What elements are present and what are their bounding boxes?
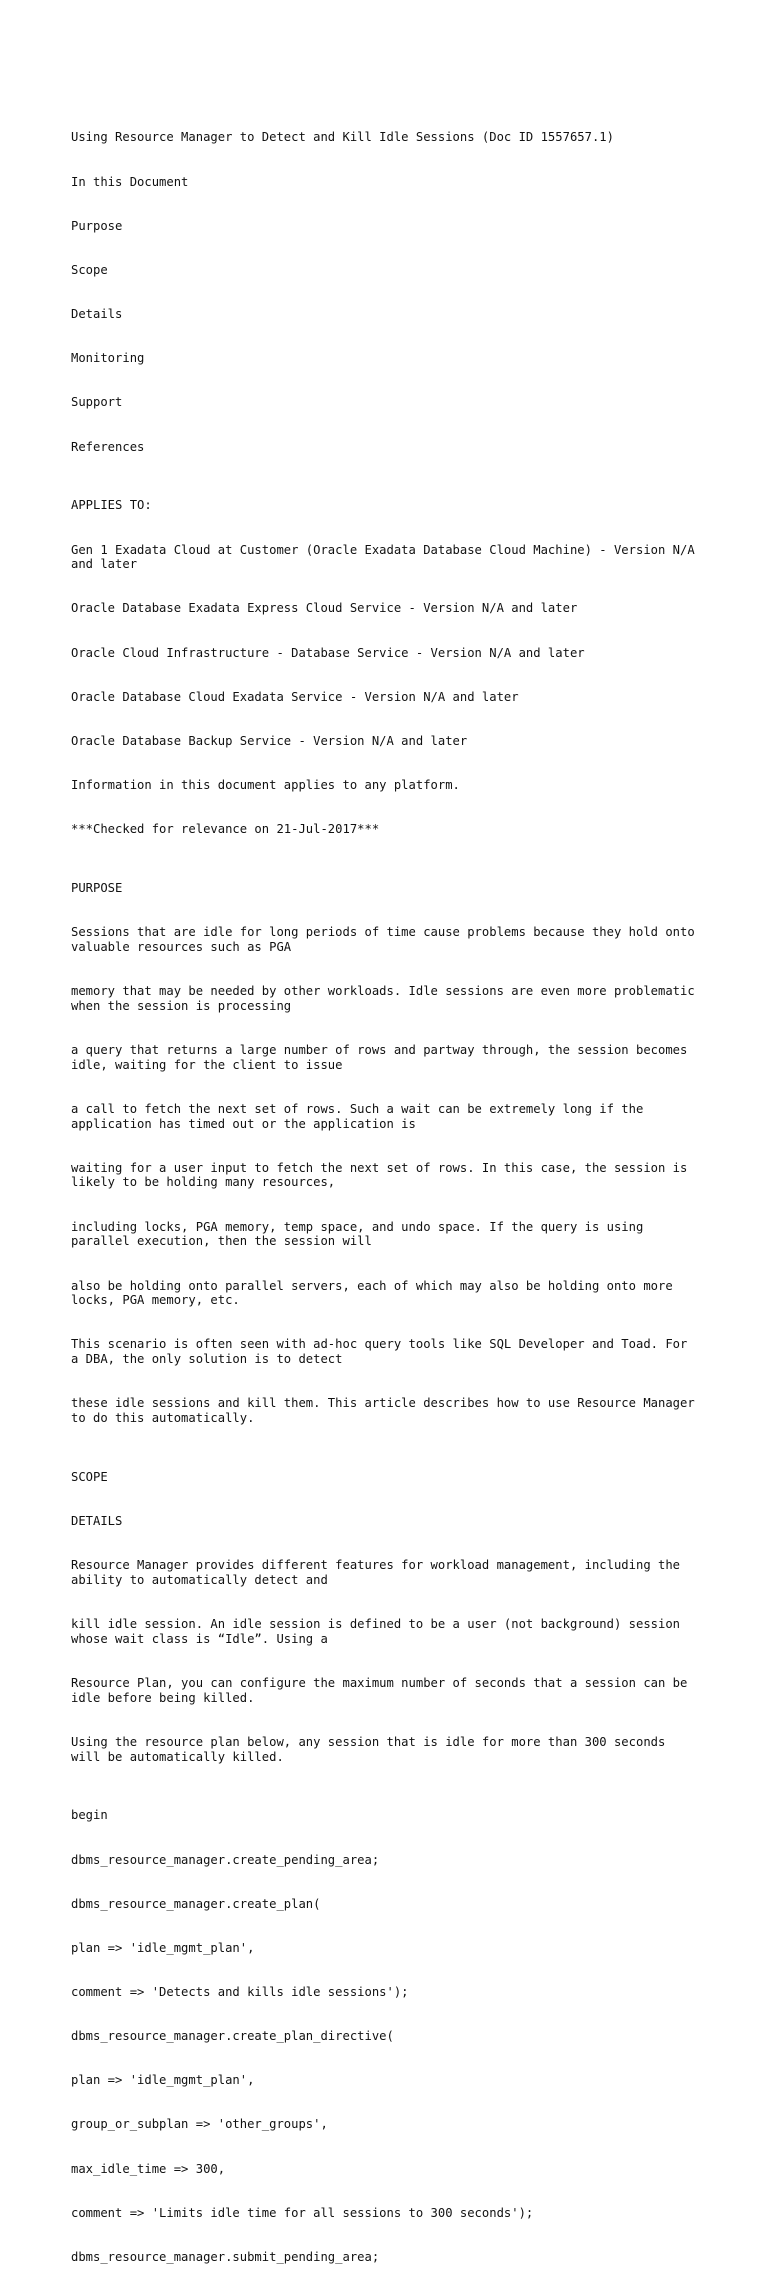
details-paragraph-line: Using the resource plan below, any session that is idle for more than 300 seconds will be automatically killed. bbox=[71, 1734, 673, 1764]
code-line: dbms_resource_manager.submit_pending_area; bbox=[71, 2249, 380, 2264]
applies-item: Oracle Cloud Infrastructure - Database Service - Version N/A and later bbox=[71, 645, 585, 660]
code-line: group_or_subplan => 'other_groups', bbox=[71, 2117, 328, 2132]
purpose-paragraph-line: also be holding onto parallel servers, each of which may also be holding onto more locks, PGA memory, etc. bbox=[71, 1278, 681, 1308]
toc-item-details: Details bbox=[71, 307, 123, 322]
toc-item-support: Support bbox=[71, 395, 123, 410]
code-line: comment => 'Detects and kills idle sessions'); bbox=[71, 1985, 409, 1999]
code-line: dbms_resource_manager.create_plan( bbox=[71, 1896, 321, 1911]
code-line: comment => 'Limits idle time for all sessions to 300 seconds'); bbox=[71, 2205, 534, 2220]
details-paragraph-line: kill idle session. An idle session is defined to be a user (not background) session whose wait class is “Idle”. Using a bbox=[71, 1617, 688, 1646]
applies-item: Oracle Database Backup Service - Version N/A and later bbox=[71, 733, 468, 748]
toc-item-scope: Scope bbox=[71, 262, 108, 277]
checked-note: ***Checked for relevance on 21-Jul-2017*** bbox=[71, 822, 380, 837]
document-body bbox=[71, 101, 701, 2279]
code-line: plan => 'idle_mgmt_plan', bbox=[71, 1940, 255, 1955]
details-paragraph-line: Resource Manager provides different features for workload management, including the ability to automatically detect and bbox=[71, 1558, 688, 1587]
purpose-paragraph-line: these idle sessions and kill them. This article describes how to use Resource Manager to do this automatically. bbox=[71, 1396, 703, 1425]
toc-item-purpose: Purpose bbox=[71, 218, 123, 233]
code-line: begin bbox=[71, 1808, 108, 1823]
toc-item-monitoring: Monitoring bbox=[71, 351, 145, 366]
document-title: Using Resource Manager to Detect and Kill Idle Sessions (Doc ID 1557657.1) bbox=[71, 130, 614, 145]
code-line: max_idle_time => 300, bbox=[71, 2161, 226, 2176]
purpose-paragraph-line: including locks, PGA memory, temp space, and undo space. If the query is using parallel execution, then the session will bbox=[71, 1219, 651, 1249]
code-line: plan => 'idle_mgmt_plan', bbox=[71, 2073, 255, 2088]
purpose-heading: PURPOSE bbox=[71, 881, 123, 896]
toc-heading: In this Document bbox=[71, 174, 189, 189]
details-heading: DETAILS bbox=[71, 1514, 123, 1528]
platform-note: Information in this document applies to any platform. bbox=[71, 778, 460, 793]
code-line: dbms_resource_manager.create_plan_directive( bbox=[71, 2029, 394, 2044]
purpose-paragraph-line: memory that may be needed by other workloads. Idle sessions are even more problematic when the session is processing bbox=[71, 984, 703, 1013]
applies-item: Gen 1 Exadata Cloud at Customer (Oracle Exadata Database Cloud Machine) - Version N/A and later bbox=[71, 542, 703, 572]
toc-item-references: References bbox=[71, 439, 145, 454]
applies-item: Oracle Database Cloud Exadata Service - Version N/A and later bbox=[71, 689, 519, 704]
purpose-paragraph-line: Sessions that are idle for long periods of time cause problems because they hold onto valuable resources such as PGA bbox=[71, 925, 703, 954]
purpose-paragraph-line: a query that returns a large number of rows and partway through, the session becomes idle, waiting for the client to issue bbox=[71, 1043, 695, 1072]
code-line: dbms_resource_manager.create_pending_area; bbox=[71, 1852, 380, 1867]
details-paragraph-line: Resource Plan, you can configure the maximum number of seconds that a session can be idle before being killed. bbox=[71, 1675, 695, 1705]
purpose-paragraph-line: waiting for a user input to fetch the next set of rows. In this case, the session is likely to be holding many resources, bbox=[71, 1160, 695, 1190]
scope-heading: SCOPE bbox=[71, 1469, 108, 1484]
applies-heading: APPLIES TO: bbox=[71, 498, 152, 513]
purpose-paragraph-line: This scenario is often seen with ad-hoc query tools like SQL Developer and Toad. For a DBA, the only solution is to detect bbox=[71, 1337, 695, 1367]
purpose-paragraph-line: a call to fetch the next set of rows. Such a wait can be extremely long if the application has timed out or the application is bbox=[71, 1101, 651, 1131]
applies-item: Oracle Database Exadata Express Cloud Service - Version N/A and later bbox=[71, 601, 578, 616]
